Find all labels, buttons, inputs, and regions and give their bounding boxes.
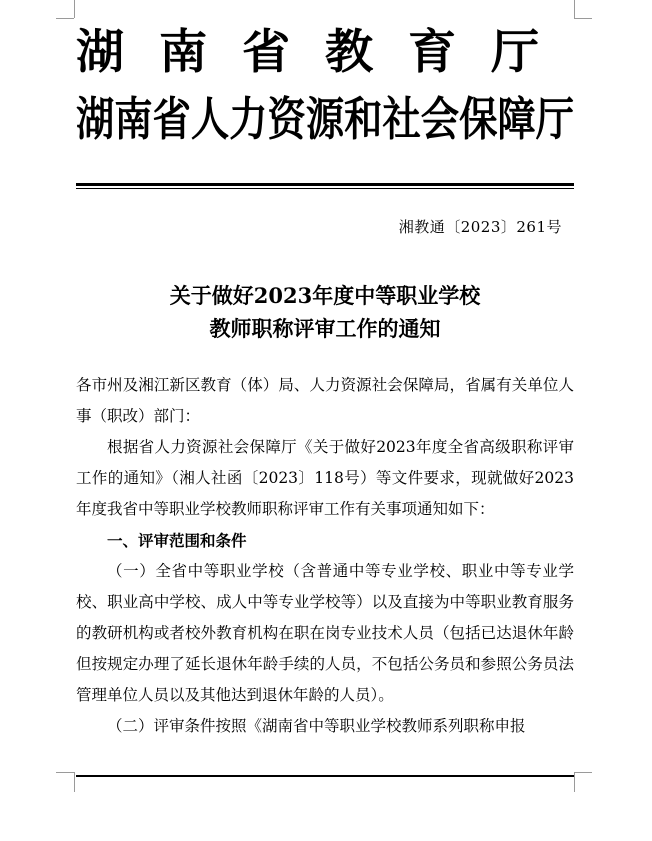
document-number: 湘教通〔2023〕261号 [398, 218, 562, 236]
crop-mark-bottom-right [574, 772, 592, 773]
title-line-1: 关于做好2023年度中等职业学校 [169, 283, 481, 308]
crop-mark-top-right [574, 18, 592, 19]
authority-name-hrss: 湖南省人力资源和社会保障厅 [76, 92, 574, 146]
authority-name-education: 湖南省教育厅 [76, 25, 574, 80]
list-item: （二）评审条件按照《湖南省中等职业学校教师系列职称申报 [107, 717, 526, 735]
header-rule-thick [76, 183, 574, 186]
header-rule-thin [76, 188, 574, 189]
issuing-authority-header [76, 20, 574, 152]
crop-mark-bottom-right [574, 772, 575, 792]
crop-mark-top-left [74, 0, 75, 18]
crop-mark-bottom-left [74, 772, 75, 792]
document-body [76, 370, 574, 742]
crop-mark-top-right [574, 0, 575, 18]
list-item: （一）全省中等职业学校（含普通中等专业学校、职业中等专业学校、职业高中学校、成人中等专业学校等）以及直接为中等职业教育服务的教研机构或者校外教育机构在职在岗专业技术人员（包括已达退休年龄但按规定办理了延长退休年龄手续的人员，不包括公务员和参照公务员法管理单位人员以及其他达到退休年龄的人员）。 [76, 562, 574, 704]
section-heading: 一、评审范围和条件 [107, 531, 247, 550]
addressee: 各市州及湘江新区教育（体）局、人力资源社会保障局，省属有关单位人事（职改）部门： [76, 376, 574, 425]
crop-mark-bottom-left [56, 772, 74, 773]
title-line-2: 教师职称评审工作的通知 [209, 316, 441, 341]
intro-paragraph: 根据省人力资源社会保障厅《关于做好2023年度全省高级职称评审工作的通知》（湘人社函〔2023〕118号）等文件要求，现就做好2023年度我省中等职业学校教师职称评审工作有关事项通知如下： [76, 438, 574, 518]
crop-mark-top-left [56, 18, 74, 19]
footer-rule [76, 775, 574, 777]
document-title [76, 279, 574, 345]
